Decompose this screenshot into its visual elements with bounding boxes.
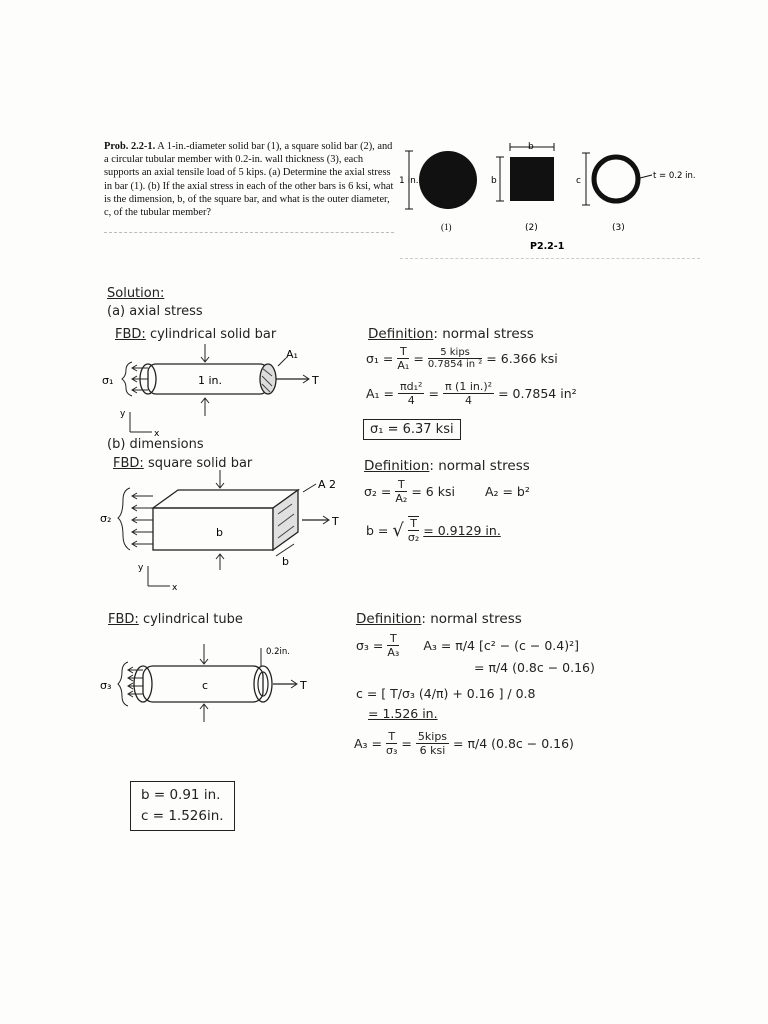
axis-x: x xyxy=(172,583,178,593)
definition-a: Definition: normal stress xyxy=(368,326,534,342)
fbd-square-bar xyxy=(98,470,348,600)
axis-y: y xyxy=(138,563,144,573)
equation-sigma1: σ₁ = $\frac{T}{\text{A₁}}$ = $\frac{\text{5 kips}}{\text{0.7854 in ²}}$ = 6.366 ksi xyxy=(366,345,558,372)
divider xyxy=(104,232,394,233)
part-b-heading: (b) dimensions xyxy=(107,437,204,452)
equation-c: c = [ T/σ₃ (4/π) + 0.16 ] / 0.8 xyxy=(356,686,536,701)
answer-a: σ₁ = 6.37 ksi xyxy=(363,419,461,440)
square-bar-cross-section xyxy=(510,157,554,201)
bar1-area: A₁ xyxy=(286,348,298,361)
divider xyxy=(400,258,700,259)
definition-b: Definition: normal stress xyxy=(364,458,530,474)
answer-b-c xyxy=(130,781,235,831)
caption-1: (1) xyxy=(441,222,452,232)
fbd-a-label: FBD: cylindrical solid bar xyxy=(115,327,277,342)
bar1-dimension: 1 in. xyxy=(198,374,223,387)
equation-sigma3: σ₃ = $\frac{T}{\text{A₃}}$ A₃ = π/4 [c² − (c − 0.4)²] xyxy=(356,632,579,659)
part-a-heading: (a) axial stress xyxy=(107,304,203,319)
result-c: = 1.526 in. xyxy=(368,706,438,721)
label-t: t = 0.2 in. xyxy=(653,171,696,181)
bar2-b-top: b xyxy=(216,526,223,539)
problem-statement xyxy=(104,140,394,219)
bar2-sigma: σ₂ xyxy=(100,512,112,525)
caption-3: (3) xyxy=(612,223,625,233)
problem-figure xyxy=(390,135,710,255)
tube-wall: 0.2in. xyxy=(266,647,290,657)
equation-area1: A₁ = $\frac{\text{πd₁²}}{4}$ = $\frac{\text{π (1 in.)²}}{4}$ = 0.7854 in² xyxy=(366,380,577,407)
answer-b: b = 0.91 in. xyxy=(141,787,221,803)
figure-id: P2.2-1 xyxy=(530,241,565,252)
tubular-member-cross-section xyxy=(594,157,638,201)
problem-body: A 1-in.-diameter solid bar (1), a square solid bar (2), and a circular tubular member with 0.2-in. wall thickness (3), each supports an axial tensile load of 5 kips. (a) Determine the axial stress in bar (1). (b) If the axial stress in each of the other bars is 6 ksi, what is the dimension, b, of the square bar, and what is the outer diameter, c, of the tubular member? xyxy=(104,141,394,219)
tube-sigma: σ₃ xyxy=(100,679,112,692)
solid-bar-cross-section xyxy=(419,151,477,209)
bar1-load: T xyxy=(312,374,319,387)
fbd-b-label: FBD: square solid bar xyxy=(113,456,253,471)
equation-b: b = √ $\frac{T}{\text{σ₂}}$ = 0.9129 in. xyxy=(366,517,501,544)
bar2-load: T xyxy=(332,515,339,528)
label-1in: 1 in. xyxy=(399,176,419,186)
label-c: c xyxy=(576,176,581,186)
problem-number: Prob. 2.2-1. xyxy=(104,141,156,152)
bar2-b-side: b xyxy=(282,555,289,568)
definition-c: Definition: normal stress xyxy=(356,611,522,627)
label-b-top: b xyxy=(528,142,534,152)
fbd-solid-bar xyxy=(100,340,330,440)
solution-heading: Solution: xyxy=(107,286,165,301)
label-b-side: b xyxy=(491,176,497,186)
bar2-area: A 2 xyxy=(318,478,337,491)
fbd-tube xyxy=(98,630,328,730)
axis-x: x xyxy=(154,429,160,439)
fbd-c-label: FBD: cylindrical tube xyxy=(108,612,243,627)
equation-area3-value: A₃ = $\frac{T}{\text{σ₃}}$ = $\frac{\text{5kips}}{\text{6 ksi}}$ = π/4 (0.8c − 0.16) xyxy=(354,730,574,757)
tube-dimension: c xyxy=(202,679,209,692)
axis-y: y xyxy=(120,409,126,419)
answer-c: c = 1.526in. xyxy=(141,808,224,824)
bar1-sigma: σ₁ xyxy=(102,374,114,387)
equation-sigma2: σ₂ = $\frac{T}{\text{A₂}}$ = 6 ksi A₂ = b² xyxy=(364,478,530,505)
caption-2: (2) xyxy=(525,223,538,233)
tube-load: T xyxy=(300,679,307,692)
equation-area3: = π/4 (0.8c − 0.16) xyxy=(474,660,595,675)
